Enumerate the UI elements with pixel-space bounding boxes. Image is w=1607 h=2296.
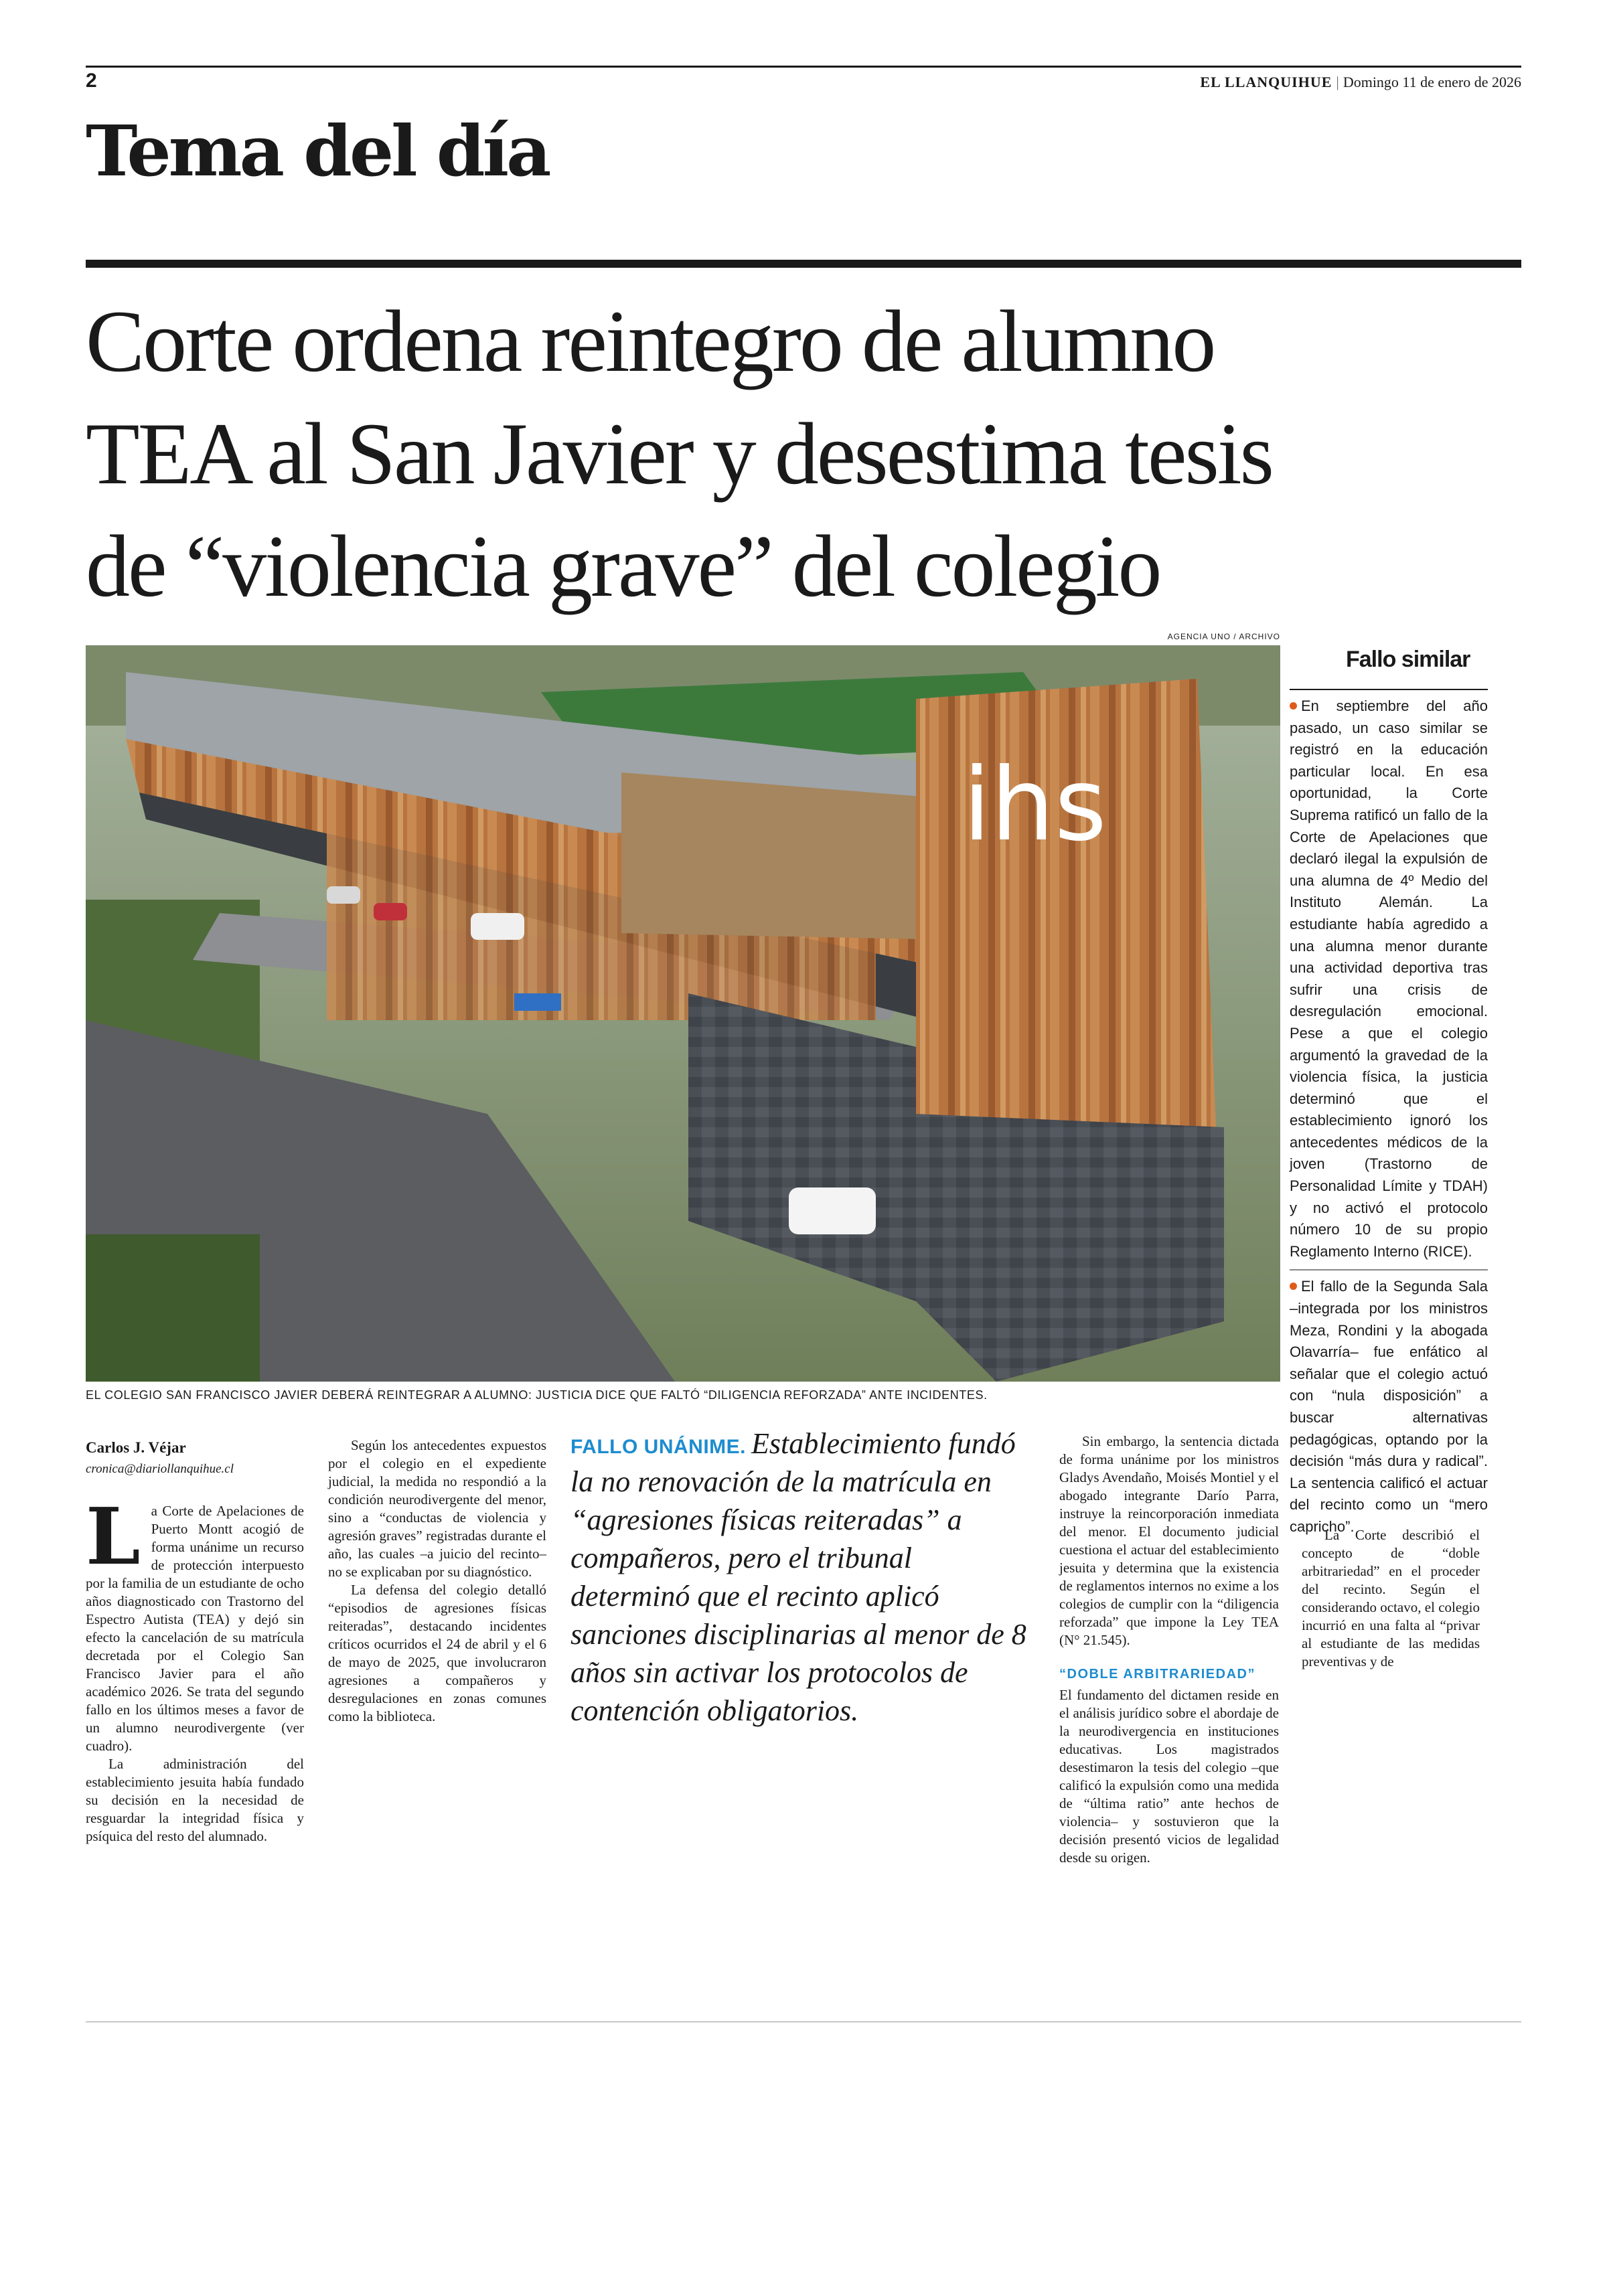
folio-header	[1200, 74, 1521, 91]
publication-name: EL LLANQUIHUE	[1200, 74, 1332, 90]
folio-rule	[86, 66, 1521, 68]
sidebar-rule	[1290, 689, 1488, 690]
body-paragraph: El fundamento del dictamen reside en el análisis jurídico sobre el abordaje de la neurodivergencia en instituciones educativas. Los magistrados desestimaron la tesis del colegio –que calificó la expulsión como una medida de “última ratio” ante hechos de violencia– y sostuvieron que la decisión presentó vicios de legalidad desde su origen.	[1059, 1687, 1279, 1866]
photo-caption: EL COLEGIO SAN FRANCISCO JAVIER DEBERÁ REINTEGRAR A ALUMNO: JUSTICIA DICE QUE FALTÓ “DILIGENCIA REFORZADA” ANTE INCIDENTES.	[86, 1388, 988, 1402]
issue-date: Domingo 11 de enero de 2026	[1343, 74, 1521, 90]
pull-quote	[570, 1424, 1032, 1730]
school-building-photo	[86, 645, 1280, 1382]
body-paragraph: Sin embargo, la sentencia dictada de forma unánime por los ministros Gladys Avendaño, Moisés Montiel y el abogado integrante Darío Parra, instruye la reincorporación inmediata del menor. El documento judicial cuestiona el actuar del establecimiento jesuita y determina que la existencia de reglamentos internos no exime a los colegios de cumplir con la “diligencia reforzada” que impone la Ley TEA (N° 21.545).	[1059, 1433, 1279, 1648]
bullet-icon	[1290, 1283, 1297, 1290]
article-column-4	[1059, 1432, 1279, 1867]
byline-email[interactable]: cronica@diariollanquihue.cl	[86, 1462, 234, 1476]
article-column-5	[1302, 1526, 1480, 1671]
headline-line: de “violencia grave” del colegio	[86, 517, 1160, 615]
bullet-icon	[1290, 702, 1297, 710]
headline-rule	[86, 260, 1521, 268]
body-paragraph: La defensa del colegio detalló “episodios de agresiones físicas reiteradas”, destacando incidentes críticos ocurridos el 24 de abril y el 6 de mayo de 2025, que involucraron agresiones a compañeros y desregulaciones en zonas comunes como la biblioteca.	[328, 1582, 546, 1724]
folio-separator: |	[1336, 74, 1339, 90]
lead-paragraph: La Corte de Apelaciones de Puerto Montt acogió de forma unánime un recurso de protección interpuesto por la familia de un estudiante de ocho años diagnosticado con Trastorno del Espectro Autista (TEA) y dejó sin efecto la cancelación de su matrícula decretada por el Colegio San Francisco Javier para el año académico 2026. Se trata del segundo fallo en los últimos meses a favor de un alumno neurodivergente (ver cuadro).	[86, 1491, 304, 1754]
body-paragraph: La administración del establecimiento jesuita había fundado su decisión en la necesidad de resguardar la integridad física y psíquica del resto del alumnado.	[86, 1756, 304, 1844]
sidebar-paragraph: El fallo de la Segunda Sala –integrada por los ministros Meza, Rondini y la abogada Olavarría– fue enfático al señalar que el colegio actuó con “nula disposición” a buscar alternativas pedagógicas, optando por la decisión “más dura y radical”. La sentencia calificó el actuar del recinto como un “mero capricho”.	[1290, 1278, 1488, 1535]
sidebar-title: Fallo similar	[1346, 647, 1470, 672]
byline-name: Carlos J. Véjar	[86, 1439, 186, 1456]
section-title: Tema del día	[86, 110, 549, 192]
headline-line: TEA al San Javier y desestima tesis	[86, 404, 1272, 503]
photo-credit: AGENCIA UNO / ARCHIVO	[1167, 632, 1280, 641]
page-number: 2	[86, 70, 97, 92]
building-logo: ihs	[963, 747, 1107, 864]
sidebar-paragraph: En septiembre del año pasado, un caso similar se registró en la educación particular local. En esa oportunidad, la Corte Suprema ratificó un fallo de la Corte de Apelaciones que declaró ilegal la expulsión de una alumna de 4º Medio del Instituto Alemán. La estudiante había agredido a una alumna menor durante una actividad deportiva tras sufrir una crisis de desregulación emocional. Pese a que el colegio argumentó la gravedad de la violencia física, la justicia determinó que el establecimiento ignoró los antecedentes médicos de la joven (Trastorno de Personalidad Límite y TDAH) y no activó el protocolo número 10 de su propio Reglamento Interno (RICE).	[1290, 698, 1488, 1260]
pull-quote-label: FALLO UNÁNIME.	[570, 1436, 746, 1458]
body-paragraph: Según los antecedentes expuestos por el colegio en el expediente judicial, la medida no respondió a la condición neurodivergente del menor, sino a “conductas de violencia y agresión graves” registradas durante el año, las cuales –a juicio del recinto– no se explicaban por su diagnóstico.	[328, 1437, 546, 1580]
sidebar-box	[1290, 647, 1488, 1538]
headline	[86, 285, 1525, 623]
article-column-1	[86, 1439, 304, 1846]
pull-quote-text: Establecimiento fundó la no renovación de la matrícula en “agresiones físicas reiteradas” a compañeros, pero el tribunal determinó que el recinto aplicó sanciones disciplinarias al menor de 8 años sin activar los protocolos de contención obligatorios.	[570, 1427, 1026, 1727]
drop-cap: L	[86, 1491, 141, 1582]
headline-line: Corte ordena reintegro de alumno	[86, 292, 1215, 390]
sidebar-divider	[1290, 1269, 1488, 1270]
subhead: “DOBLE ARBITRARIEDAD”	[1059, 1667, 1255, 1682]
article-column-2	[328, 1437, 546, 1726]
body-paragraph: La Corte describió el concepto de “doble arbitrariedad” en el proceder del recinto. Según el considerando octavo, el colegio incurrió en una falta al “privar al estudiante de las medidas preventivas y de	[1302, 1527, 1480, 1669]
